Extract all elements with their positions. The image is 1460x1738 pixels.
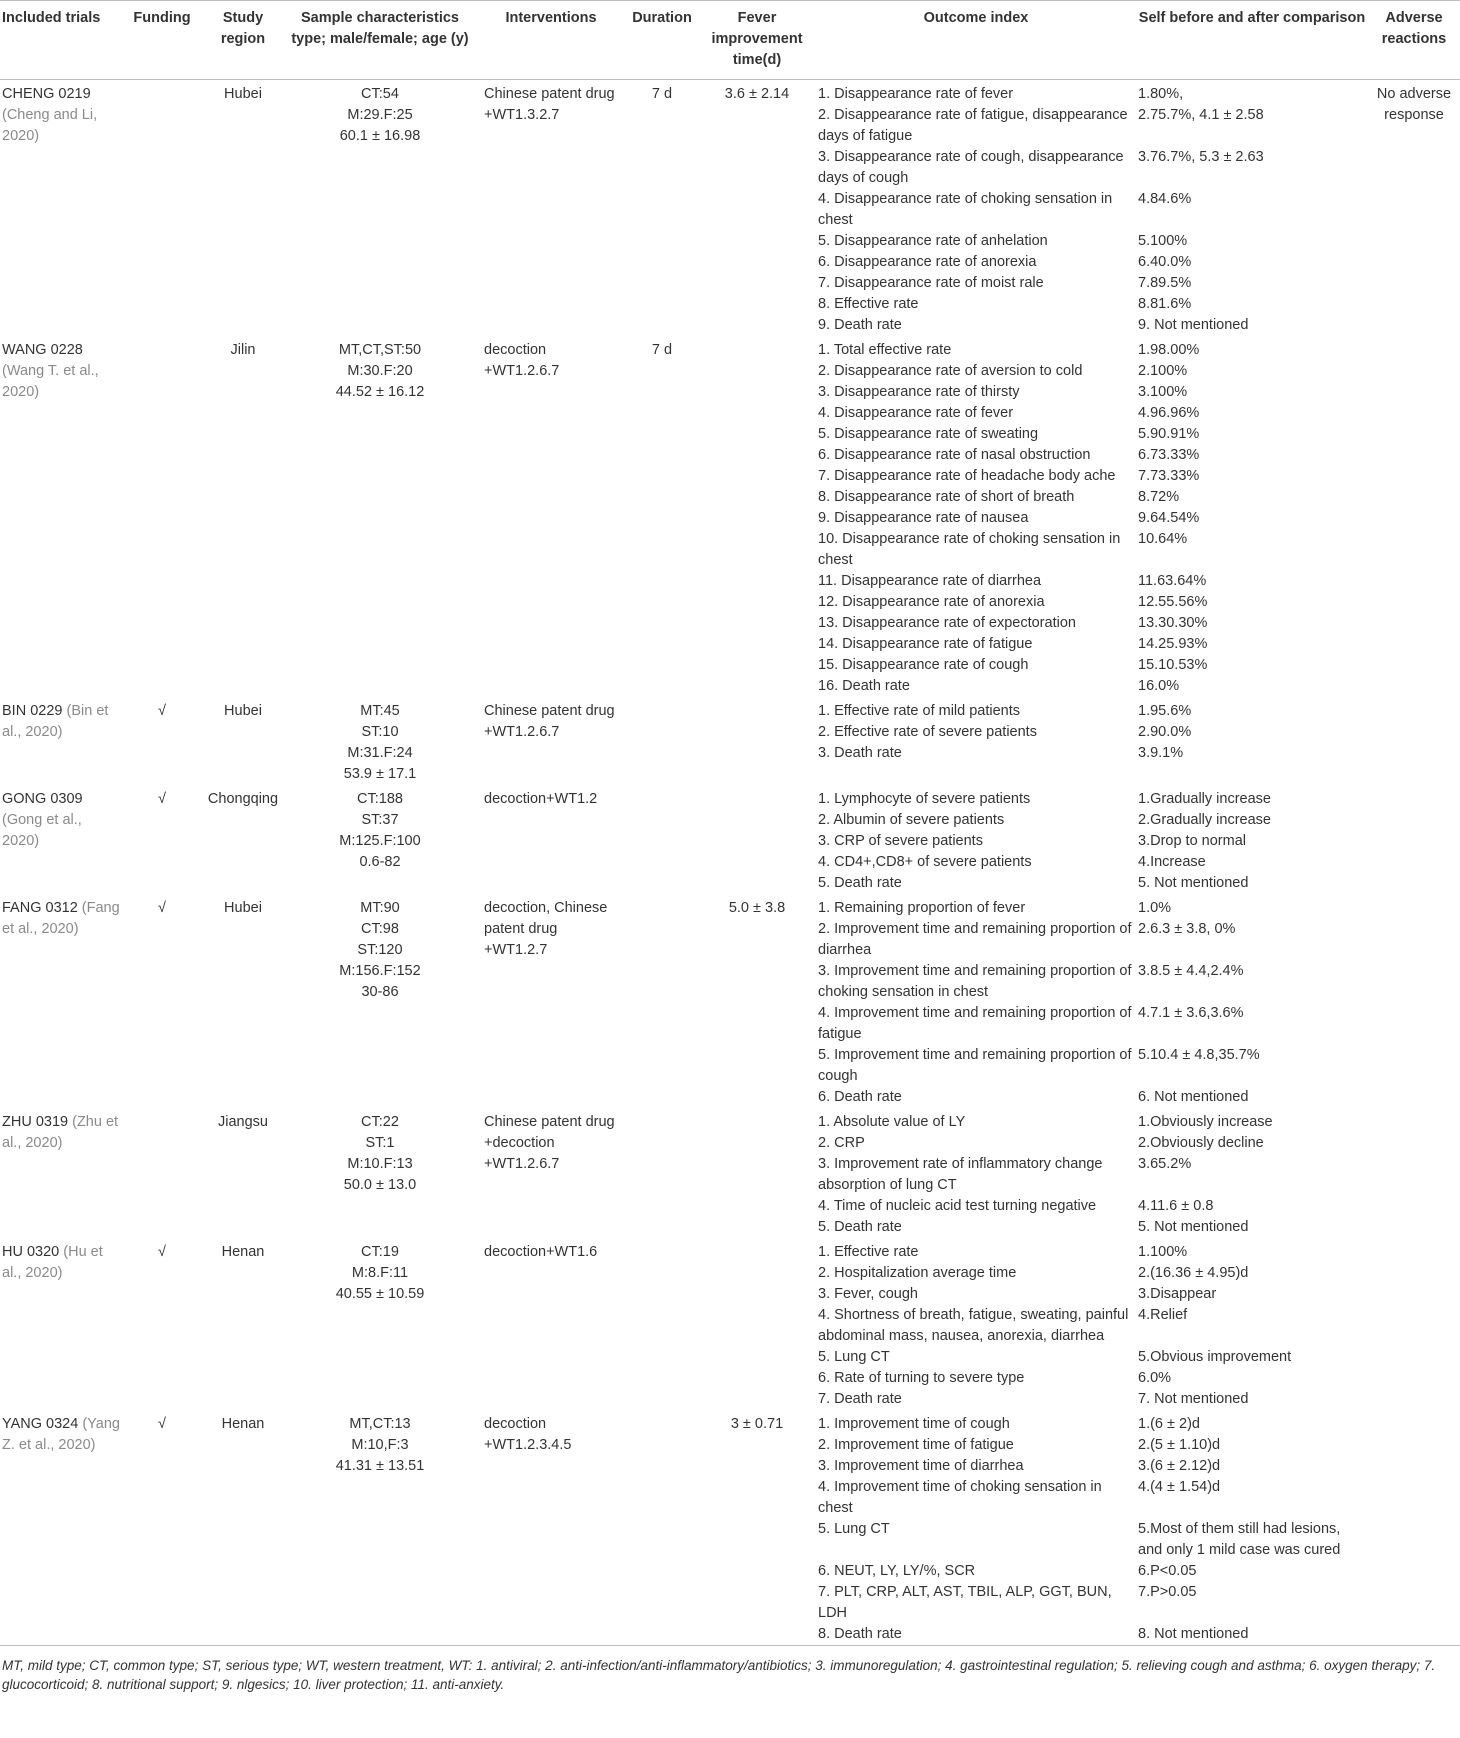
sample-line: M:156.F:152: [339, 963, 421, 979]
outcome-item: 7. Disappearance rate of moist rale: [818, 275, 1044, 291]
comparison-item: 5.10.4 ± 4.8,35.7%: [1138, 1047, 1260, 1063]
header-interventions: Interventions: [476, 1, 626, 80]
table-row: [0, 1238, 1460, 1410]
sample-line: CT:19: [361, 1244, 399, 1260]
region-cell: [202, 894, 284, 1108]
outcome-item: 5. Death rate: [818, 1219, 902, 1235]
comparison-item: 9.64.54%: [1138, 510, 1200, 526]
comparison-item: 8.72%: [1138, 489, 1180, 505]
trial-citation-link[interactable]: (Bin et al., 2020): [2, 703, 109, 740]
outcome-cell: [816, 697, 1136, 785]
header-duration: Duration: [626, 1, 698, 80]
outcome-item: 9. Death rate: [818, 317, 902, 333]
outcome-item: 3. CRP of severe patients: [818, 833, 983, 849]
comparison-item: 4.84.6%: [1138, 191, 1192, 207]
outcome-item: 5. Improvement time and remaining proportion of cough: [818, 1047, 1132, 1084]
funding-cell: [122, 1238, 202, 1410]
sample-line: ST:1: [365, 1135, 395, 1151]
funding-cell: [122, 336, 202, 697]
outcome-item: 5. Disappearance rate of sweating: [818, 426, 1039, 442]
outcome-item: 7. Death rate: [818, 1391, 902, 1407]
table-row: [0, 336, 1460, 697]
outcome-cell: [816, 1108, 1136, 1238]
sample-line: 41.31 ± 13.51: [335, 1458, 425, 1474]
header-self-comparison: Self before and after comparison: [1136, 1, 1368, 80]
outcome-item: 1. Effective rate of mild patients: [818, 703, 1021, 719]
comparison-item: 4.Increase: [1138, 854, 1206, 870]
outcome-item: 6. Rate of turning to severe type: [818, 1370, 1025, 1386]
outcome-item: 3. Improvement time and remaining proportion of choking sensation in chest: [818, 963, 1132, 1000]
fever-cell: [698, 80, 816, 337]
region-cell: [202, 697, 284, 785]
fever-cell: [698, 894, 816, 1108]
sample-cell: [284, 1238, 476, 1410]
duration-cell: [626, 80, 698, 337]
region-cell: [202, 1410, 284, 1646]
comparison-item: 4.Relief: [1138, 1307, 1188, 1323]
fever-cell: [698, 697, 816, 785]
trial-citation-link[interactable]: (Gong et al., 2020): [2, 812, 82, 849]
comparison-item: 6.0%: [1138, 1370, 1172, 1386]
comparison-item: 2.(5 ± 1.10)d: [1138, 1437, 1221, 1453]
comparison-item: 7.89.5%: [1138, 275, 1192, 291]
adverse-cell: [1368, 80, 1460, 337]
sample-line: 40.55 ± 10.59: [335, 1286, 425, 1302]
comparison-item: 7.P>0.05: [1138, 1584, 1197, 1600]
comparison-item: 2.100%: [1138, 363, 1188, 379]
sample-line: 30-86: [361, 984, 399, 1000]
adverse-cell: [1368, 1238, 1460, 1410]
table-row: [0, 80, 1460, 337]
interventions-text: Chinese patent drug +WT1.3.2.7: [484, 86, 615, 123]
comparison-cell: [1136, 1108, 1368, 1238]
comparison-item: 1.100%: [1138, 1244, 1188, 1260]
outcome-item: 1. Total effective rate: [818, 342, 952, 358]
sample-line: 0.6-82: [359, 854, 401, 870]
comparison-cell: [1136, 785, 1368, 894]
comparison-item: 1.0%: [1138, 900, 1172, 916]
outcome-item: 8. Death rate: [818, 1626, 902, 1642]
outcome-item: 5. Death rate: [818, 875, 902, 891]
sample-line: M:29.F:25: [347, 107, 413, 123]
comparison-item: 16.0%: [1138, 678, 1180, 694]
comparison-item: 2.75.7%, 4.1 ± 2.58: [1138, 107, 1264, 123]
study-region: Henan: [221, 1244, 265, 1260]
table-row: [0, 697, 1460, 785]
comparison-item: 3.(6 ± 2.12)d: [1138, 1458, 1221, 1474]
trial-cell: [0, 336, 122, 697]
study-region: Henan: [221, 1416, 265, 1432]
comparison-item: 1.Gradually increase: [1138, 791, 1271, 807]
comparison-item: 4.(4 ± 1.54)d: [1138, 1479, 1221, 1495]
fever-cell: [698, 1238, 816, 1410]
funding-mark: √: [158, 1416, 166, 1432]
table-row: [0, 1108, 1460, 1238]
trial-cell: [0, 1238, 122, 1410]
outcome-item: 4. Shortness of breath, fatigue, sweating, painful abdominal mass, nausea, anorexia, diarrhea: [818, 1307, 1129, 1344]
comparison-cell: [1136, 697, 1368, 785]
interventions-cell: [476, 1108, 626, 1238]
sample-line: MT,CT,ST:50: [338, 342, 422, 358]
comparison-item: 3.65.2%: [1138, 1156, 1192, 1172]
comparison-item: 2.90.0%: [1138, 724, 1192, 740]
funding-mark: √: [158, 791, 166, 807]
duration-value: 7 d: [651, 342, 673, 358]
outcome-item: 14. Disappearance rate of fatigue: [818, 636, 1033, 652]
outcome-item: 2. Hospitalization average time: [818, 1265, 1017, 1281]
comparison-item: 2.(16.36 ± 4.95)d: [1138, 1265, 1249, 1281]
interventions-text: decoction+WT1.2: [484, 791, 598, 807]
sample-line: CT:188: [357, 791, 403, 807]
comparison-item: 15.10.53%: [1138, 657, 1208, 673]
region-cell: [202, 1108, 284, 1238]
outcome-item: 4. Time of nucleic acid test turning negative: [818, 1198, 1097, 1214]
sample-line: MT:45: [360, 703, 400, 719]
table-row: [0, 785, 1460, 894]
trial-citation-link[interactable]: (Hu et al., 2020): [2, 1244, 103, 1281]
sample-line: M:30.F:20: [347, 363, 413, 379]
funding-cell: [122, 80, 202, 337]
comparison-item: 1.Obviously increase: [1138, 1114, 1273, 1130]
trial-citation-link[interactable]: (Wang T. et al., 2020): [2, 363, 99, 400]
outcome-item: 8. Effective rate: [818, 296, 919, 312]
comparison-item: 3.76.7%, 5.3 ± 2.63: [1138, 149, 1264, 165]
comparison-item: 14.25.93%: [1138, 636, 1208, 652]
table-body: [0, 80, 1460, 1646]
sample-line: M:125.F:100: [339, 833, 421, 849]
adverse-cell: [1368, 1108, 1460, 1238]
outcome-cell: [816, 894, 1136, 1108]
duration-cell: [626, 1410, 698, 1646]
sample-line: ST:120: [357, 942, 403, 958]
outcome-item: 15. Disappearance rate of cough: [818, 657, 1029, 673]
comparison-item: 3.100%: [1138, 384, 1188, 400]
sample-line: MT:90: [360, 900, 400, 916]
study-region: Hubei: [224, 900, 262, 916]
comparison-item: 3.8.5 ± 4.4,2.4%: [1138, 963, 1244, 979]
study-region: Hubei: [224, 86, 262, 102]
comparison-cell: [1136, 894, 1368, 1108]
sample-line: MT,CT:13: [349, 1416, 411, 1432]
comparison-item: 2.Gradually increase: [1138, 812, 1271, 828]
sample-cell: [284, 80, 476, 337]
outcome-item: 1. Improvement time of cough: [818, 1416, 1010, 1432]
outcome-item: 6. Death rate: [818, 1089, 902, 1105]
duration-cell: [626, 1108, 698, 1238]
comparison-item: 1.98.00%: [1138, 342, 1200, 358]
sample-cell: [284, 894, 476, 1108]
duration-cell: [626, 336, 698, 697]
trial-citation-link[interactable]: (Zhu et al., 2020): [2, 1114, 119, 1151]
trial-id: BIN 0229: [2, 703, 63, 719]
outcome-item: 2. Improvement time and remaining proportion of diarrhea: [818, 921, 1132, 958]
funding-cell: [122, 697, 202, 785]
header-sample-characteristics: Sample characteristics type; male/female; age (y): [284, 1, 476, 80]
interventions-text: decoction, Chinese patent drug +WT1.2.7: [484, 900, 608, 958]
region-cell: [202, 785, 284, 894]
trial-id: GONG 0309: [2, 791, 83, 807]
trial-id: ZHU 0319: [2, 1114, 69, 1130]
study-region: Jilin: [230, 342, 256, 358]
sample-line: 44.52 ± 16.12: [335, 384, 425, 400]
sample-cell: [284, 785, 476, 894]
comparison-item: 12.55.56%: [1138, 594, 1208, 610]
outcome-item: 4. Disappearance rate of fever: [818, 405, 1014, 421]
header-study-region: Study region: [202, 1, 284, 80]
sample-line: M:31.F:24: [347, 745, 413, 761]
outcome-item: 1. Remaining proportion of fever: [818, 900, 1026, 916]
interventions-text: Chinese patent drug +decoction +WT1.2.6.7: [484, 1114, 615, 1172]
funding-mark: √: [158, 1244, 166, 1260]
comparison-item: 6.P<0.05: [1138, 1563, 1197, 1579]
sample-line: M:10,F:3: [351, 1437, 409, 1453]
comparison-item: 5.90.91%: [1138, 426, 1200, 442]
comparison-item: 4.7.1 ± 3.6,3.6%: [1138, 1005, 1244, 1021]
comparison-item: 8.81.6%: [1138, 296, 1192, 312]
interventions-cell: [476, 1410, 626, 1646]
fever-improvement-value: 3 ± 0.71: [730, 1416, 784, 1432]
adverse-reactions-text: No adverse response: [1376, 86, 1452, 123]
outcome-item: 6. Disappearance rate of nasal obstruction: [818, 447, 1091, 463]
header-funding: Funding: [122, 1, 202, 80]
outcome-item: 3. Improvement time of diarrhea: [818, 1458, 1024, 1474]
interventions-cell: [476, 697, 626, 785]
outcome-cell: [816, 336, 1136, 697]
header-fever-improvement: Fever improvement time(d): [698, 1, 816, 80]
comparison-item: 11.63.64%: [1138, 573, 1207, 589]
trial-id: WANG 0228: [2, 342, 83, 358]
comparison-item: 4.96.96%: [1138, 405, 1200, 421]
funding-cell: [122, 1410, 202, 1646]
outcome-item: 4. Improvement time and remaining proportion of fatigue: [818, 1005, 1132, 1042]
comparison-item: 6. Not mentioned: [1138, 1089, 1249, 1105]
comparison-item: 3.9.1%: [1138, 745, 1184, 761]
interventions-cell: [476, 894, 626, 1108]
adverse-cell: [1368, 336, 1460, 697]
comparison-item: 5. Not mentioned: [1138, 1219, 1249, 1235]
comparison-item: 7. Not mentioned: [1138, 1391, 1249, 1407]
trial-citation-link[interactable]: (Cheng and Li, 2020): [2, 107, 98, 144]
sample-line: 53.9 ± 17.1: [343, 766, 417, 782]
outcome-item: 13. Disappearance rate of expectoration: [818, 615, 1076, 631]
interventions-text: decoction+WT1.6: [484, 1244, 598, 1260]
comparison-item: 6.40.0%: [1138, 254, 1192, 270]
funding-cell: [122, 785, 202, 894]
adverse-cell: [1368, 894, 1460, 1108]
funding-cell: [122, 894, 202, 1108]
comparison-cell: [1136, 1410, 1368, 1646]
outcome-item: 2. Improvement time of fatigue: [818, 1437, 1014, 1453]
outcome-item: 5. Lung CT: [818, 1349, 890, 1365]
outcome-item: 4. Improvement time of choking sensation in chest: [818, 1479, 1102, 1516]
duration-cell: [626, 894, 698, 1108]
outcome-cell: [816, 1410, 1136, 1646]
fever-improvement-value: 3.6 ± 2.14: [724, 86, 790, 102]
fever-cell: [698, 785, 816, 894]
duration-cell: [626, 1238, 698, 1410]
funding-cell: [122, 1108, 202, 1238]
comparison-item: 5.Obvious improvement: [1138, 1349, 1292, 1365]
duration-cell: [626, 697, 698, 785]
interventions-cell: [476, 785, 626, 894]
outcome-item: 5. Lung CT: [818, 1521, 890, 1537]
trial-cell: [0, 894, 122, 1108]
trial-id: YANG 0324: [2, 1416, 79, 1432]
outcome-item: 11. Disappearance rate of diarrhea: [818, 573, 1042, 589]
comparison-item: 1.95.6%: [1138, 703, 1192, 719]
outcome-item: 3. Disappearance rate of cough, disappearance days of cough: [818, 149, 1124, 186]
outcome-item: 7. PLT, CRP, ALT, AST, TBIL, ALP, GGT, BUN, LDH: [818, 1584, 1112, 1621]
outcome-item: 2. Albumin of severe patients: [818, 812, 1005, 828]
interventions-cell: [476, 80, 626, 337]
outcome-item: 5. Disappearance rate of anhelation: [818, 233, 1048, 249]
comparison-cell: [1136, 336, 1368, 697]
header-outcome-index: Outcome index: [816, 1, 1136, 80]
interventions-text: decoction +WT1.2.3.4.5: [484, 1416, 572, 1453]
adverse-cell: [1368, 785, 1460, 894]
outcome-item: 6. NEUT, LY, LY/%, SCR: [818, 1563, 976, 1579]
outcome-item: 2. Disappearance rate of fatigue, disappearance days of fatigue: [818, 107, 1128, 144]
outcome-cell: [816, 785, 1136, 894]
region-cell: [202, 80, 284, 337]
sample-line: 50.0 ± 13.0: [343, 1177, 417, 1193]
comparison-item: 1.80%,: [1138, 86, 1184, 102]
table-row: [0, 894, 1460, 1108]
study-region: Hubei: [224, 703, 262, 719]
sample-line: M:10.F:13: [347, 1156, 413, 1172]
adverse-cell: [1368, 697, 1460, 785]
outcome-item: 7. Disappearance rate of headache body ache: [818, 468, 1116, 484]
comparison-item: 13.30.30%: [1138, 615, 1208, 631]
trial-cell: [0, 1410, 122, 1646]
funding-mark: √: [158, 703, 166, 719]
trial-cell: [0, 80, 122, 337]
comparison-cell: [1136, 1238, 1368, 1410]
interventions-cell: [476, 336, 626, 697]
outcome-item: 4. Disappearance rate of choking sensation in chest: [818, 191, 1113, 228]
interventions-text: Chinese patent drug +WT1.2.6.7: [484, 703, 615, 740]
comparison-item: 6.73.33%: [1138, 447, 1200, 463]
outcome-item: 2. CRP: [818, 1135, 865, 1151]
outcome-item: 2. Disappearance rate of aversion to cold: [818, 363, 1083, 379]
comparison-item: 5.100%: [1138, 233, 1188, 249]
duration-cell: [626, 785, 698, 894]
outcome-item: 3. Improvement rate of inflammatory change absorption of lung CT: [818, 1156, 1103, 1193]
outcome-item: 1. Effective rate: [818, 1244, 919, 1260]
outcome-cell: [816, 80, 1136, 337]
sample-cell: [284, 697, 476, 785]
comparison-item: 8. Not mentioned: [1138, 1626, 1249, 1642]
trial-id: FANG 0312: [2, 900, 78, 916]
sample-line: CT:22: [361, 1114, 399, 1130]
sample-line: 60.1 ± 16.98: [339, 128, 421, 144]
sample-cell: [284, 336, 476, 697]
trial-id: HU 0320: [2, 1244, 60, 1260]
sample-line: ST:10: [361, 724, 399, 740]
outcome-item: 10. Disappearance rate of choking sensation in chest: [818, 531, 1121, 568]
interventions-text: decoction +WT1.2.6.7: [484, 342, 560, 379]
outcome-item: 8. Disappearance rate of short of breath: [818, 489, 1075, 505]
outcome-item: 3. Fever, cough: [818, 1286, 918, 1302]
study-region: Jiangsu: [218, 1114, 268, 1130]
study-region: Chongqing: [207, 791, 279, 807]
sample-line: ST:37: [361, 812, 399, 828]
comparison-item: 1.(6 ± 2)d: [1138, 1416, 1200, 1432]
region-cell: [202, 336, 284, 697]
fever-cell: [698, 1108, 816, 1238]
adverse-cell: [1368, 1410, 1460, 1646]
outcome-item: 4. CD4+,CD8+ of severe patients: [818, 854, 1032, 870]
outcome-item: 2. Effective rate of severe patients: [818, 724, 1037, 740]
trial-citation-link[interactable]: (Yang Z. et al., 2020): [2, 1416, 120, 1453]
comparison-item: 5. Not mentioned: [1138, 875, 1249, 891]
sample-line: CT:98: [361, 921, 399, 937]
table-row: [0, 1410, 1460, 1646]
table-header: [0, 1, 1460, 80]
funding-mark: √: [158, 900, 166, 916]
outcome-item: 1. Lymphocyte of severe patients: [818, 791, 1031, 807]
outcome-item: 12. Disappearance rate of anorexia: [818, 594, 1045, 610]
header-adverse-reactions: Adverse reactions: [1368, 1, 1460, 80]
comparison-item: 10.64%: [1138, 531, 1188, 547]
duration-value: 7 d: [651, 86, 673, 102]
trial-cell: [0, 697, 122, 785]
comparison-cell: [1136, 80, 1368, 337]
fever-cell: [698, 336, 816, 697]
fever-cell: [698, 1410, 816, 1646]
region-cell: [202, 1238, 284, 1410]
comparison-item: 2.6.3 ± 3.8, 0%: [1138, 921, 1236, 937]
outcome-item: 3. Disappearance rate of thirsty: [818, 384, 1020, 400]
trial-id: CHENG 0219: [2, 86, 91, 102]
sample-cell: [284, 1410, 476, 1646]
interventions-cell: [476, 1238, 626, 1410]
outcome-item: 6. Disappearance rate of anorexia: [818, 254, 1037, 270]
outcome-item: 1. Absolute value of LY: [818, 1114, 966, 1130]
sample-cell: [284, 1108, 476, 1238]
trial-cell: [0, 1108, 122, 1238]
fever-improvement-value: 5.0 ± 3.8: [728, 900, 786, 916]
trial-cell: [0, 785, 122, 894]
outcome-item: 16. Death rate: [818, 678, 910, 694]
outcome-item: 9. Disappearance rate of nausea: [818, 510, 1029, 526]
comparison-item: 7.73.33%: [1138, 468, 1200, 484]
table-footnote: MT, mild type; CT, common type; ST, serious type; WT, western treatment, WT: 1. antiviral; 2. anti-infection/anti-inflammatory/antibiotics; 3. immunoregulation; 4. gastrointestinal regulation; 5. relieving cough and asthma; 6. oxygen therapy; 7. glucocorticoid; 8. nutritional support; 9. nlgesics; 10. liver protection; 11. anti-anxiety.: [0, 1646, 1460, 1699]
comparison-item: 9. Not mentioned: [1138, 317, 1249, 333]
outcome-item: 3. Death rate: [818, 745, 902, 761]
outcome-item: 1. Disappearance rate of fever: [818, 86, 1014, 102]
outcome-cell: [816, 1238, 1136, 1410]
comparison-item: 4.11.6 ± 0.8: [1138, 1198, 1214, 1214]
trial-citation-link[interactable]: (Fang et al., 2020): [2, 900, 120, 937]
comparison-item: 2.Obviously decline: [1138, 1135, 1264, 1151]
sample-line: M:8.F:11: [351, 1265, 409, 1281]
header-included-trials: Included trials: [0, 1, 122, 80]
sample-line: CT:54: [361, 86, 399, 102]
comparison-item: 3.Disappear: [1138, 1286, 1217, 1302]
comparison-item: 5.Most of them still had lesions, and only 1 mild case was cured: [1138, 1521, 1341, 1558]
comparison-item: 3.Drop to normal: [1138, 833, 1246, 849]
